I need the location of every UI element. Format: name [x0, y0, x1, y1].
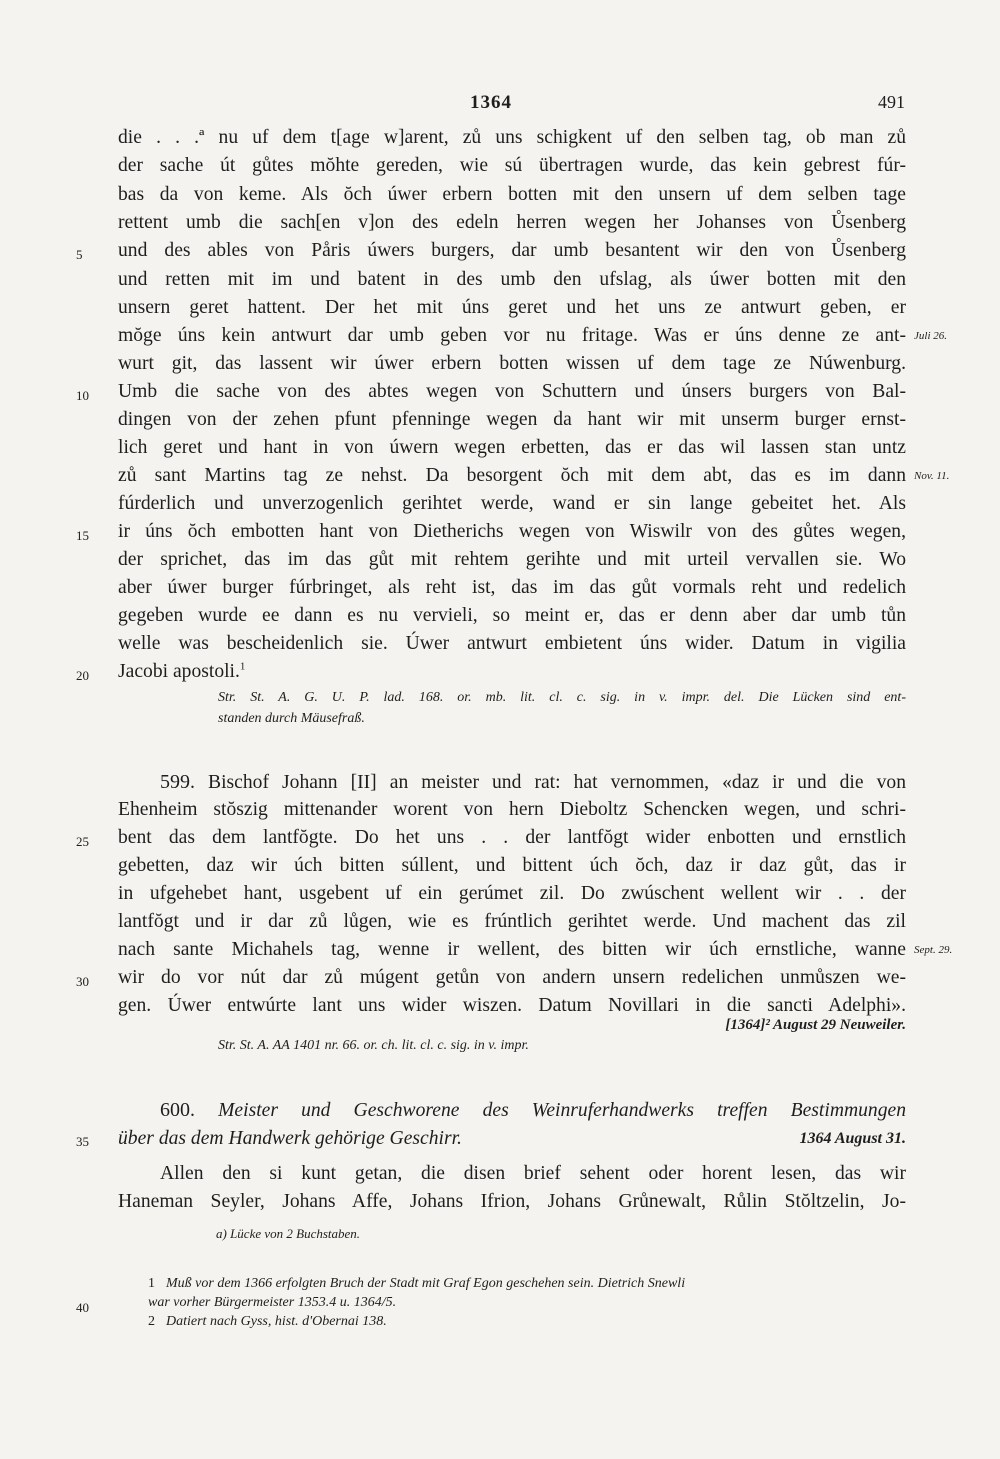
margin-date: Juli 26.	[914, 330, 947, 342]
text-line: gen. Úwer entwúrte lant uns wider wiszen. Datum Novillari in die sancti Adelphi».	[118, 995, 906, 1016]
footnote-text: war vorher Bürgermeister 1353.4 u. 1364/5.	[148, 1295, 397, 1310]
text-line: Umb die sache von des abtes wegen von Schuttern und únsers burgers von Bal-	[118, 381, 906, 402]
text-line: bas da von keme. Als ŏch úwer erbern botten mit den unsern uf dem selben tage	[118, 184, 906, 205]
line-number: 35	[76, 1134, 89, 1149]
text-line: Haneman Seyler, Johans Affe, Johans Ifrion, Johans Grůnewalt, Růlin Stŏltzelin, Jo-	[118, 1191, 906, 1212]
text-line	[118, 662, 906, 682]
text-line: aber úwer burger fúrbringet, als reht ist, das im das gůt vormals reht und redelich	[118, 577, 906, 598]
text-line: Ehenheim stŏszig mittenander worent von hern Dieboltz Schencken wegen, und schri-	[118, 799, 906, 820]
text-line	[160, 772, 906, 793]
title-text: Meister und Geschworene des Weinruferhandwerks treffen Bestimmungen	[195, 1100, 906, 1121]
footnote-number: 2	[148, 1314, 155, 1329]
text-line: und des ables von Påris úwers burgers, dar umb besantent wir den von Ůsenberg	[118, 240, 906, 261]
text-line: dingen von der zehen pfunt pfenninge wegen da hant wir mit unserm burger ernst-	[118, 409, 906, 430]
date-line: [1364]² August 29 Neuweiler.	[725, 1017, 906, 1033]
footnote-text: Muß vor dem 1366 erfolgten Bruch der Stadt mit Graf Egon geschehen sein. Dietrich Snewli	[166, 1276, 686, 1291]
text-line: der sache út gůtes mŏhte gereden, wie sú übertragen wurde, das kein gebrest fúr-	[118, 155, 906, 176]
text-line: in ufgehebet hant, usgebent uf ein gerúmet zil. Do zwúschent wellent wir . . der	[118, 883, 906, 904]
source-citation: Str. St. A. G. U. P. lad. 168. or. mb. lit. cl. c. sig. in v. impr. del. Die Lücken sind ent-	[218, 690, 906, 705]
last-line-text: Jacobi apostoli.	[118, 661, 240, 682]
line-number: 5	[76, 247, 83, 262]
document-title	[160, 1100, 906, 1121]
line-number: 15	[76, 528, 89, 543]
date-line: 1364 August 31.	[799, 1130, 906, 1147]
text-line: rettent umb die sach[en v]on des edeln herren wegen her Johanses von Ůsenberg	[118, 212, 906, 233]
text-line: die . . .ª nu uf dem t[age w]arent, zů uns schigkent uf den selben tag, ob man zů	[118, 127, 906, 148]
footnote-ref: 1	[239, 660, 246, 673]
text-line: der sprichet, das im das gůt mit rehtem gerihte und mit urteil vervallen sie. Wo	[118, 549, 906, 570]
line-number: 10	[76, 388, 89, 403]
source-citation: Str. St. A. AA 1401 nr. 66. or. ch. lit. cl. c. sig. in v. impr.	[218, 1038, 529, 1053]
document-number: 600.	[160, 1099, 195, 1121]
text-line: unsern geret hattent. Der het mit úns geret und het uns ze antwurt geben, er	[118, 297, 906, 318]
text-line: zů sant Martins tag ze nehst. Da besorgent ŏch mit dem abt, das es im dann	[118, 465, 906, 486]
text-line: lantfŏgt und ir dar zů lůgen, wie es frúntlich gerihtet werde. Und machent das zil	[118, 911, 906, 932]
footnote-text: Datiert nach Gyss, hist. d'Obernai 138.	[166, 1314, 387, 1329]
text-line-rest: Bischof Johann [II] an meister und rat: hat vernommen, «daz ir und die von	[195, 772, 906, 793]
margin-date: Nov. 11.	[914, 470, 950, 482]
text-line: welle was bescheidenlich sie. Úwer antwurt embietent úns wider. Datum in vigilia	[118, 633, 906, 654]
document-number: 599.	[160, 771, 195, 793]
text-line: mŏge úns kein antwurt dar umb geben vor nu fritage. Was er úns denne ze ant-	[118, 325, 906, 346]
text-line: Allen den si kunt getan, die disen brief sehent oder horent lesen, das wir	[160, 1163, 906, 1184]
margin-date: Sept. 29.	[914, 944, 953, 956]
text-line: lich geret und hant in von úwern wegen erbetten, das er das wil lassen stan untz	[118, 437, 906, 458]
line-number: 30	[76, 974, 89, 989]
line-number: 20	[76, 668, 89, 683]
text-line: gebetten, daz wir úch bitten súllent, und bittent úch ŏch, daz ir daz gůt, das ir	[118, 855, 906, 876]
text-line: wir do vor nút dar zů múgent getůn von andern unsern redelichen unmůszen we-	[118, 967, 906, 988]
text-line: ir úns ŏch embotten hant von Dietherichs wegen von Wiswilr von des gůtes wegen,	[118, 521, 906, 542]
running-title: 1364	[470, 92, 512, 113]
text-line: gegeben wurde ee dann es nu vervieli, so meint er, das er denn aber dar umb tůn	[118, 605, 906, 626]
page-number: 491	[878, 92, 905, 112]
text-line: wurt git, das lassent wir úwer erbern botten wissen uf dem tage ze Núwenburg.	[118, 353, 906, 374]
document-title: über das dem Handwerk gehörige Geschirr.	[118, 1128, 462, 1149]
line-number: 25	[76, 834, 89, 849]
textual-note: a) Lücke von 2 Buchstaben.	[216, 1226, 361, 1241]
text-line: bent das dem lantfŏgte. Do het uns . . der lantfŏgt wider enbotten und ernstlich	[118, 827, 906, 848]
text-line: und retten mit im und batent in des umb den ufslag, als úwer botten mit den	[118, 269, 906, 290]
text-line: nach sante Michahels tag, wenne ir wellent, des bitten wir úch ernstliche, wanne	[118, 939, 906, 960]
line-number: 40	[76, 1300, 89, 1315]
text-line: fúrderlich und unverzogenlich gerihtet werde, wand er sin lange gebeitet het. Als	[118, 493, 906, 514]
source-citation: standen durch Mäusefraß.	[218, 711, 365, 726]
footnote-number: 1	[148, 1276, 155, 1291]
